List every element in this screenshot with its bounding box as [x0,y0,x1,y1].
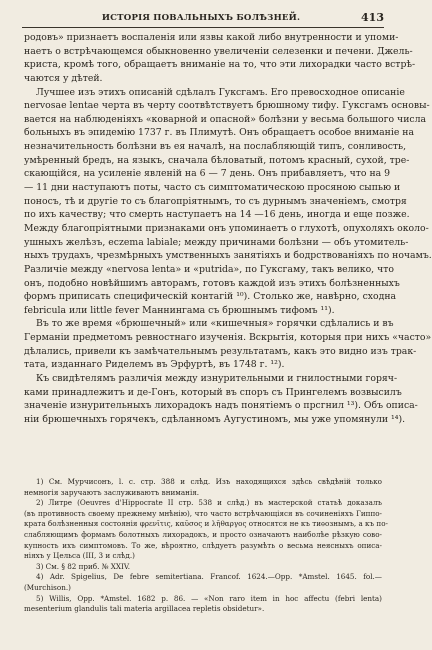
text-line: значеніе изнурительныхъ лихорадокъ надъ понятіемъ о прсгнил ¹³). Объ описа- [24,400,418,412]
text-line: febricula или little fever Маннингама съ брюшнымъ тифомъ ¹¹). [24,304,335,316]
footnotes [24,477,388,615]
text-line: Между благопріятными признаками онъ упоминаетъ о глухотѣ, опухоляхъ около- [24,222,429,234]
footnote-line: немногія заручаютъ заслуживаютъ вниманія. [24,487,200,497]
text-line: онъ, подобно новѣйшимъ авторамъ, готовъ каждой изъ этихъ болѣзненныхъ [24,277,400,289]
text-line: ушныхъ желѣзъ, eczema labiale; между причинами болѣзни — объ утомитель- [24,236,409,248]
text-line: наетъ о встрѣчающемся обыкновенно увеличеніи селезенки и печени. Джель- [24,45,413,57]
text-line: — 11 дни наступаютъ поты, часто съ симптоматическою просяною сыпью и [24,182,401,194]
text-line: дѣлались, привели къ замѣчательнымъ результатамъ, какъ это видно изъ трак- [24,345,417,357]
footnote-line: слабляющимъ формамъ болотныхъ лихорадокъ, и просто означаютъ наиболѣе рѣзкую сово- [24,529,382,539]
text-line: ніи брюшечныхъ горячекъ, сдѣланномъ Аугустиномъ, мы уже упомянули ¹⁴). [24,413,406,425]
text-line: скающійся, на усиленіе явленій на 6 — 7 день. Онъ прибавляетъ, что на 9 [24,168,391,180]
footnote-line: ніяхъ у Цельса (III, 3 и слѣд.) [24,551,135,561]
main-text [24,31,432,427]
running-header [0,11,402,25]
text-line: Германіи предметомъ ревностнаго изученія. Вскрытія, которыя при нихъ «часто» [24,332,432,344]
footnote-line: 3) См. § 82 приб. № XXIV. [36,561,131,571]
text-line: тата, изданнаго Риделемъ въ Эрфуртѣ, въ 1748 г. ¹²). [24,359,285,371]
text-line: nervosae lentae черта въ черту соотвѣтствуетъ брюшному тифу. Гуксгамъ основы- [24,100,430,112]
text-line: умѣренный бредъ, на языкъ, сначала бѣловатый, потомъ красный, сухой, тре- [24,154,410,166]
footnote-line: 1) См. Мурчисонъ, l. c. стр. 388 и слѣд. Изъ находящихся здѣсь свѣдѣній только [36,477,382,486]
text-line: Въ то же время «брюшечный» или «кишечныя» горячки сдѣлались и въ [36,318,394,330]
text-line: незначительность болѣзни въ ея началѣ, на послабляющій типъ, сонливость, [24,141,407,153]
text-line: криста, кромѣ того, обращаетъ вниманіе на то, что эти лихорадки часто встрѣ- [24,59,416,71]
footnote-line: mesenterium glandulis tali materia argillacea repletis obsidetur». [24,604,265,614]
running-title: ИСТОРІЯ ПОВАЛЬНЫХЪ БОЛѢЗНЕЙ. [101,13,301,23]
footnote-line: крата болѣзненныя состоянія φρενῖτις, καῦσος и λῆθαργος относятся не къ тиѳознымъ, а къ по- [24,519,388,529]
footnote-line: купность ихъ симптомовъ. То же, вѣроятно, слѣдуетъ разумѣть о весьма неясныхъ описа- [24,540,382,550]
footnote-line: 5) Willis, Opp. *Amstel. 1682 p. 86. — «Non raro item in hoc affectu (febri lenta) [36,593,382,603]
text-line: поносъ, тѣ и другіе то съ благопріятнымъ, то съ дурнымъ значеніемъ, смотря [24,195,407,207]
text-line: по ихъ качеству; что смерть наступаетъ на 14 —16 день, иногда и еще позже. [24,209,410,221]
text-line: родовъ» признаетъ воспаленія или язвы какой либо внутренности и упоми- [24,32,399,43]
text-line: ныхъ трудахъ, чрезмѣрныхъ умственныхъ занятіяхъ и бодрствованіяхъ по ночамъ. [24,250,432,262]
header-rule [22,27,384,28]
text-line: больныхъ въ эпидемію 1737 г. въ Плимутѣ. Онъ обращаетъ особое вниманіе на [24,127,415,139]
text-line: вается на наблюденіяхъ «коварной и опасной» болѣзни у весьма большого числа [24,113,427,125]
text-line: Къ свидѣтелямъ различія между изнурительными и гнилостными горяч- [36,373,398,385]
text-line: Лучшее изъ этихъ описаній сдѣлалъ Гуксгамъ. Его превосходное описаніе [36,86,405,98]
text-line: чаются у дѣтей. [24,72,103,84]
text-line: формъ приписать специфическій контагій ¹⁰). Столько же, навѣрно, сходна [24,291,397,303]
text-line: ками принадлежитъ и де-Гонъ, который въ споръ съ Прингелемъ возвысилъ [24,386,402,398]
footnote-line: (Murchison.) [24,582,71,592]
footnote-line: (въ противность своему прежнему мнѣнію), что часто встрѣчающіяся въ сочиненіяхъ Гиппо- [24,508,382,518]
footnote-line: 4) Adr. Spigelius, De febre semitertiana. Francof. 1624.—Opp. *Amstel. 1645. fol.— [36,572,382,582]
footnote-line: 2) Литре (Oeuvres d'Hippocrate II стр. 538 и слѣд.) въ мастерской статьѣ доказалъ [36,498,382,508]
page-number: 413 [361,11,384,24]
text-line: Различіе между «nervosa lenta» и «putrida», по Гуксгаму, такъ велико, что [24,263,394,275]
